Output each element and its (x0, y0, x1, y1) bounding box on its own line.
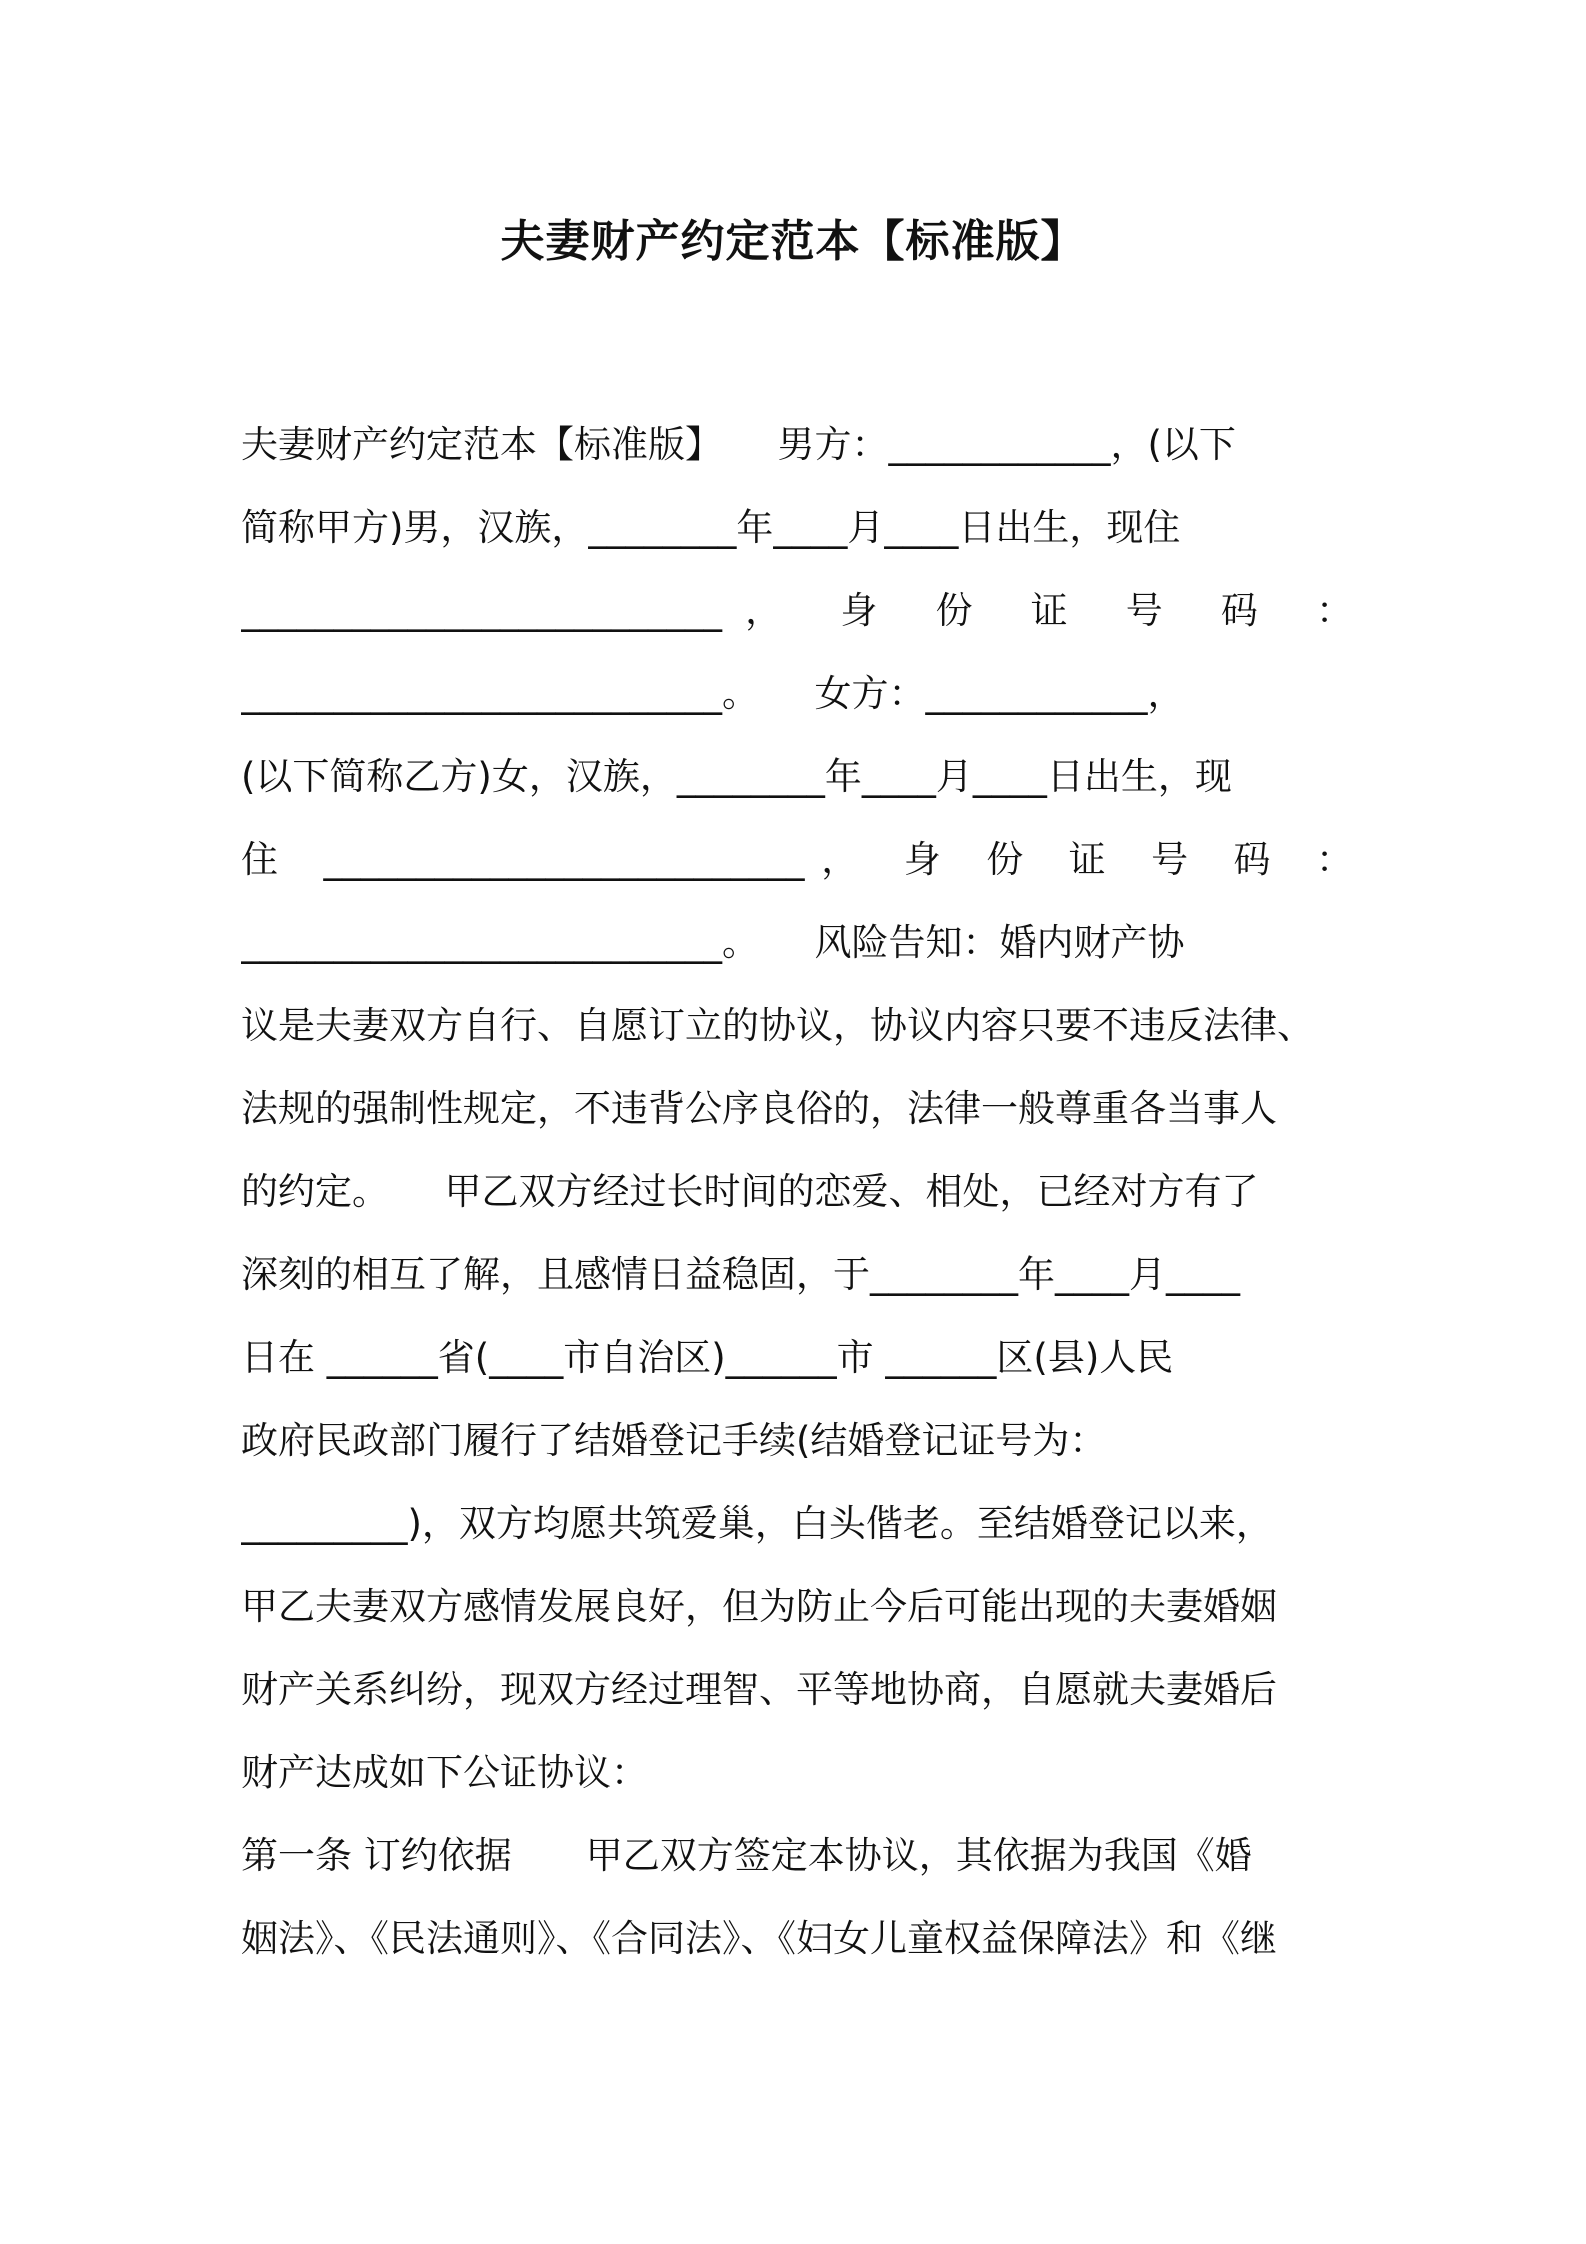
body-line: __________________________， 身 份 证 号 码 ： (241, 589, 1353, 632)
body-line: 政府民政部门履行了结婚登记手续(结婚登记证号为： (241, 1419, 1107, 1462)
body-line: 夫妻财产约定范本【标准版】 男方：____________，(以下 (241, 423, 1236, 466)
document-body (241, 403, 1353, 1980)
body-line: 姻法》、《民法通则》、《合同法》、《妇女儿童权益保障法》和《继 (241, 1917, 1277, 1960)
body-line: __________________________。 女方：____________， (241, 672, 1185, 715)
body-line: 法规的强制性规定，不违背公序良俗的，法律一般尊重各当事人 (241, 1087, 1277, 1130)
body-line: 深刻的相互了解，且感情日益稳固，于________年____月____ (241, 1253, 1240, 1296)
body-line: _________)，双方均愿共筑爱巢，白头偕老。至结婚登记以来， (241, 1502, 1273, 1545)
body-line: (以下简称乙方)女，汉族，________年____月____日出生，现 (241, 755, 1232, 798)
body-line: __________________________。 风险告知：婚内财产协 (241, 921, 1185, 964)
body-line: 第一条 订约依据 甲乙双方签定本协议，其依据为我国《婚 (241, 1834, 1252, 1877)
document-title: 夫妻财产约定范本【标准版】 (500, 216, 1086, 267)
body-line: 甲乙夫妻双方感情发展良好，但为防止今后可能出现的夫妻婚姻 (241, 1585, 1277, 1628)
body-line: 的约定。 甲乙双方经过长时间的恋爱、相处，已经对方有了 (241, 1170, 1259, 1213)
body-line: 议是夫妻双方自行、自愿订立的协议，协议内容只要不违反法律、 (241, 1004, 1314, 1047)
body-line: 日在 ______省(____市自治区)______市 ______区(县)人民 (241, 1336, 1174, 1379)
body-line: 财产达成如下公证协议： (241, 1751, 648, 1794)
body-line: 简称甲方)男，汉族，________年____月____日出生，现住 (241, 506, 1181, 549)
body-line: 财产关系纠纷，现双方经过理智、平等地协商，自愿就夫妻婚后 (241, 1668, 1277, 1711)
body-line: 住 __________________________， 身 份 证 号 码 ： (241, 838, 1353, 881)
